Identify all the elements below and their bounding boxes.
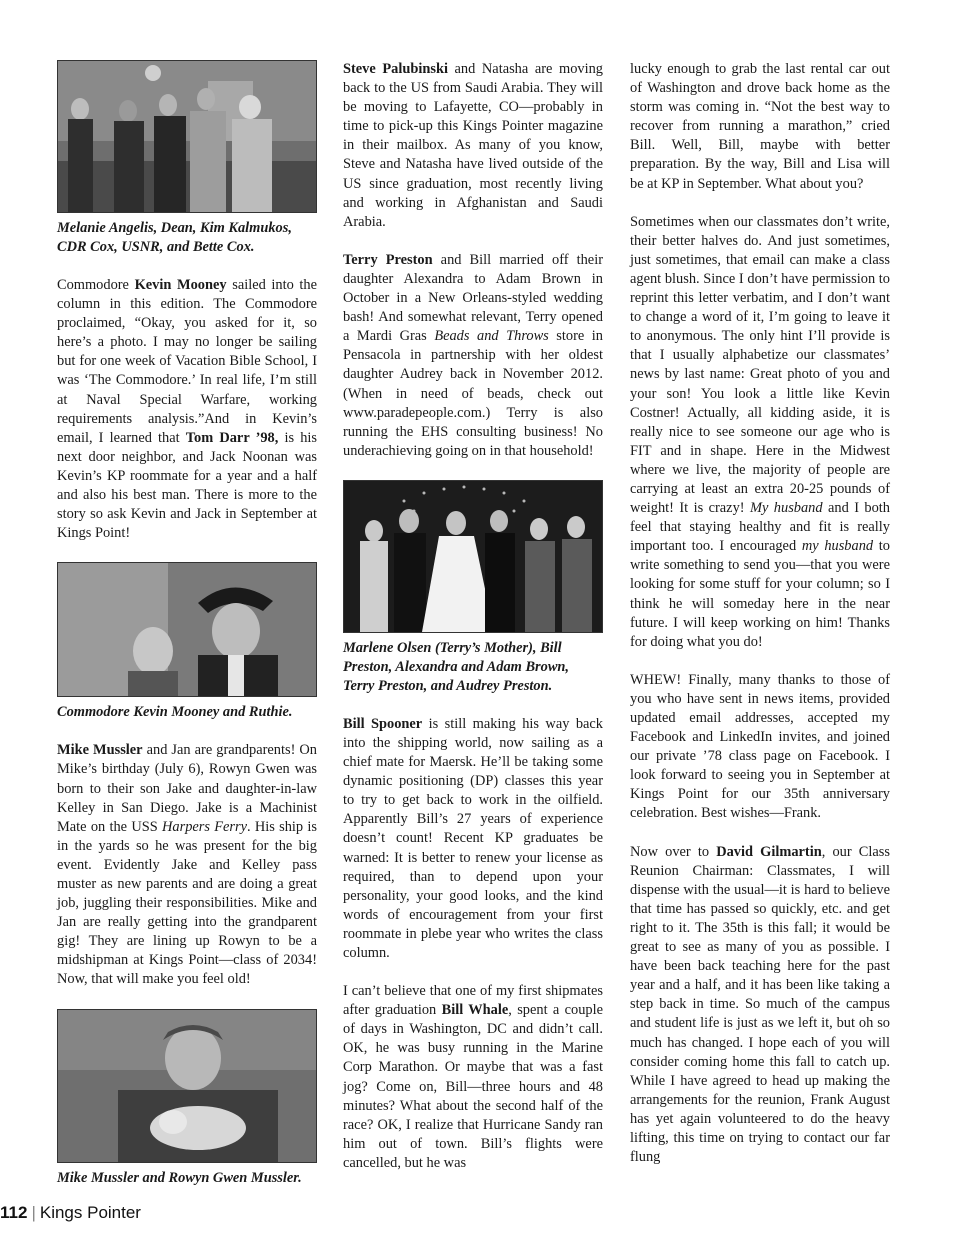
photo-caption: Melanie Angelis, Dean, Kim Kalmukos, CDR Cox, USNR, and Bette Cox. [57,220,292,255]
text: is still making his way back into the shipping world, now sailing as a chief mate for Maersk. He’ll be taking some dynamic positioning (DP) classes this year to try to get back to work in the oilfield. Apparently Bill’s 27 years of experience doesn’t count! Recent KP graduates be warned: It is better to renew your license as required, than to depend upon your personality, your good looks, and the kind words of encouragement from your first roommate in plebe year who writes the class column. [343,715,603,961]
name-bold: Bill Spooner [343,715,423,732]
magazine-title: Kings Pointer [39,1203,141,1222]
footer-separator: | [31,1203,36,1222]
wedding-photo-image [344,481,602,632]
paragraph-mussler [57,741,317,989]
photo-caption: Marlene Olsen (Terry’s Mother), Bill Preston, Alexandra and Adam Brown, Terry Preston, and Audrey Preston. [343,639,570,694]
group-photo-image [58,61,316,212]
text: . His ship is in the yards so he was present for the big event. Evidently Jake and Kelley pass muster as new parents and are doing a great job, juggling their responsibilities. Mike and Jan are really getting into the grandparent gig! They are lining up Rowyn to be a midshipman at Kings Point—class of 2034! Now, that will make you feel old! [57,818,317,988]
text: , spent a couple of days in Washington, DC and didn’t call. OK, he was busy running in the Marine Corp Marathon. Or maybe that was a fast jog? Come on, Bill—three hours and 48 minutes? What about the second half of the race? OK, I realize that Hurricane Sandy ran him out of town. Bill’s flights were cancelled, but he was [343,1002,604,1171]
paragraph-whale-continued: lucky enough to grab the last rental car out of Washington and drove back home as the storm was coming in. “Not the best way to recover from running a marathon,” cried Bill. Well, Bill, maybe with better preparation. By the way, Bill and Lisa will be at KP in September. What about you? [630,61,890,192]
text: and Jan are grandparents! On Mike’s birthday (July 6), Rowyn Gwen was born to their son Jake and daughter-in-law Kelley in San Diego. Jake is a Machinist Mate on the USS [57,742,317,835]
photo-commodore [57,562,317,697]
text: is his next door neighbor, and Jack Noonan was Kevin’s KP roommate for a year and a half and also his best man. There is more to the story so ask Kevin and Jack in September at Kings Point! [57,429,317,542]
text: Commodore [57,277,135,293]
text: store in Pensacola in partnership with her oldest daughter Audrey back in November 2012. (When in need of beads, check out www.paradepeople.com.) Terry is also running the EHS consulting business! No underachieving going on in that household! [343,328,603,459]
text: and Bill married off their daughter Alexandra to Adam Brown in October in a New Orleans-styled wedding bash! And somewhat relevant, Terry opened a Mardi Gras [343,251,603,345]
page-footer [0,1203,141,1223]
paragraph-gilmartin [630,843,890,1168]
paragraph-preston [343,251,603,461]
name-bold: Mike Mussler [57,742,143,759]
text: Now over to [630,843,717,860]
commodore-photo-image [58,563,316,696]
store-name: Beads and Throws [434,328,549,345]
text: and I both feel that staying healthy and fit is really important too. I encouraged [630,500,891,555]
italic-text: my husband [801,538,874,555]
name-bold: Terry Preston [343,251,433,268]
name-bold: Tom Darr ’98, [185,429,279,446]
column-1 [57,60,317,1207]
paragraph-spooner [343,715,603,963]
photo-wedding [343,480,603,633]
photo-mussler-baby [57,1009,317,1163]
text: to write something to send you—that you were looking for some stuff for your column; so I think he will someday here in the near future. I will keep working on him! Thanks for doing what you do! [630,538,890,650]
mussler-photo-image [58,1010,316,1162]
page-number: 112 [0,1203,28,1222]
name-bold: David Gilmartin [716,843,822,860]
name-bold: Bill Whale [441,1002,509,1019]
column-2 [343,60,603,1173]
text: sailed into the column in this edition. The Commodore proclaimed, “Okay, you asked for it, so here’s a photo. I may no longer be sailing but for one week of Vacation Bible School, I was ‘The Commodore.’ In real life, I’m still at Naval Special Warfare, working requirements analysis.”And in Kevin’s email, I learned that [57,277,318,446]
paragraph-better-halves [630,213,890,652]
italic-text: My husband [750,500,823,517]
text: Sometimes when our classmates don’t write, their better halves do. And just sometimes, just sometimes, that email can make a class agent blush. Since I don’t have permission to reprint this letter verbatim, and I don’t want to change a word of it, I’m going to leave it to anonymous. The only hint I’ll provide is that I usually alphabetize our classmates’ news by last name: Great photo of you and your son! You look a little like Kevin Costner! Actually, all kidding aside, it is really nice to see someone our age who is FIT and in shape. Here in the Midwest where we live, the majority of people are carrying at least an extra 20-25 pounds of weight! It is crazy! [630,213,890,517]
name-bold: Kevin Mooney [134,277,227,293]
text: , our Class Reunion Chairman: Classmates, I will dispense with the usual—it is hard to believe that time has passed so quickly, etc. and get right to it. The 35th is this fall; it would be great to see as many of you as possible. I have been back teaching here for the past year and a half, and it has been like taking a step back in time. So much of the campus and student life is just as we left it, but oh so much has changed. I hope each of you will consider coming home this fall to catch up. While I have agreed to head up making the arrangements for the reunion, Frank August has yet again volunteered to do the heavy lifting, this time on trying to contact our far flung [630,843,890,1166]
name-bold: Steve Palubinski [343,61,448,77]
photo-group-living-room [57,60,317,213]
ship-name: Harpers Ferry [162,818,248,835]
text: I can’t believe that one of my first shipmates after graduation [343,983,603,1019]
paragraph-palubinski [343,60,603,232]
paragraph-whale [343,982,603,1173]
photo-caption: Commodore Kevin Mooney and Ruthie. [57,704,293,721]
photo-caption: Mike Mussler and Rowyn Gwen Mussler. [57,1169,302,1186]
paragraph-mooney [57,276,317,543]
paragraph-whew: WHEW! Finally, many thanks to those of you who have sent in news items, provided updated email addresses, accepted my Facebook and LinkedIn invites, and joined our private ’78 class page on Facebook. I look forward to seeing you in September at Kings Point for our 35th anniversary celebration. Best wishes—Frank. [630,671,890,822]
column-3 [630,60,890,1167]
text: and Natasha are moving back to the US from Saudi Arabia. They will be moving to Lafayette, CO—probably in time to pick-up this Kings Pointer magazine in their mailbox. As many of you know, Steve and Natasha have lived outside of the US since graduation, most recently living and working in Afghanistan and Saudi Arabia. [343,61,603,230]
